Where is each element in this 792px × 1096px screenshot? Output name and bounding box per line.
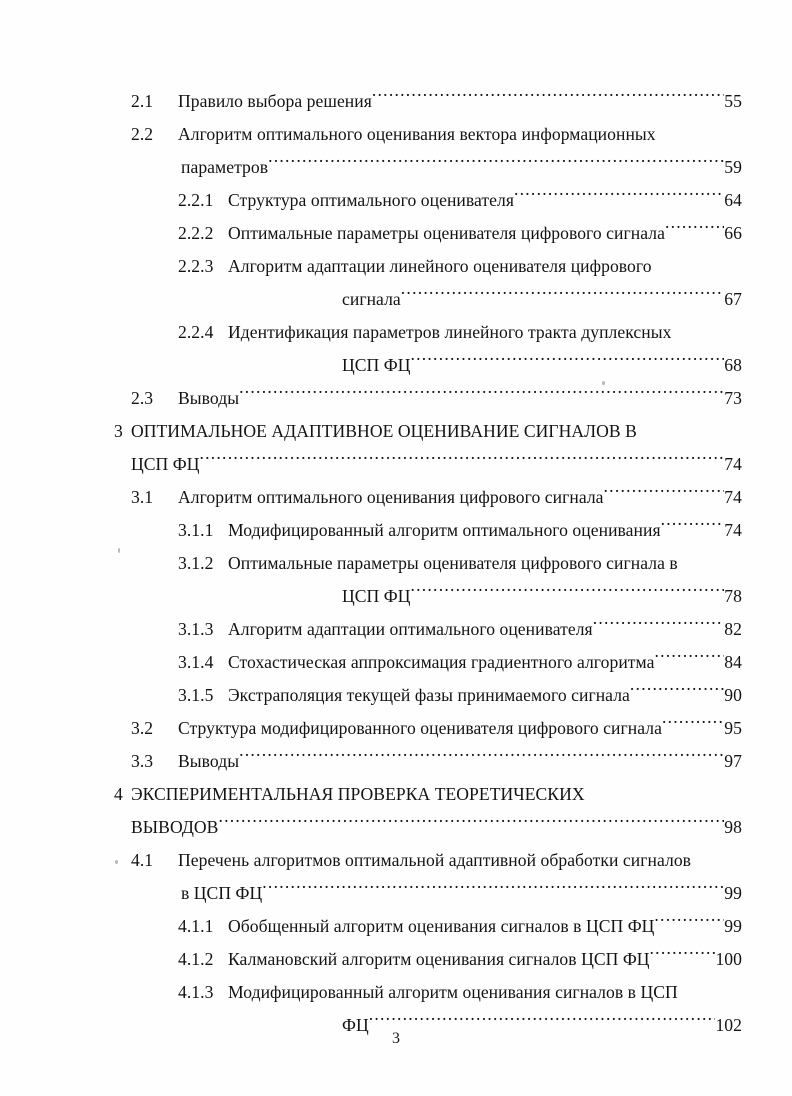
toc-entry[interactable] — [114, 547, 742, 580]
toc-entry[interactable] — [114, 514, 742, 547]
toc-entry-page-number: 66 — [724, 223, 742, 243]
toc-entry-title: Выводы — [178, 751, 240, 771]
toc-entry[interactable] — [114, 283, 742, 316]
toc-entry-page-number: 74 — [724, 487, 742, 507]
toc-entry-title: Экстраполяция текущей фазы принимаемого сигнала — [228, 685, 630, 705]
toc-entry-title: ФЦ — [342, 1015, 369, 1035]
toc-entry-page-number: 84 — [724, 652, 742, 672]
dot-leader — [372, 89, 724, 107]
toc-entry-title: Структура оптимального оценивателя — [228, 190, 514, 210]
dot-leader — [661, 518, 725, 536]
toc-entry[interactable] — [114, 580, 742, 613]
toc-entry-title: Алгоритм оптимального оценивания вектора информационных — [178, 124, 656, 144]
toc-entry[interactable] — [114, 943, 742, 976]
toc-entry-number: 2.2.2 — [178, 223, 214, 243]
toc-entry-page-number: 90 — [724, 685, 742, 705]
toc-entry-page-number: 95 — [724, 718, 742, 738]
toc-entry-page-number: 98 — [724, 817, 742, 837]
toc-entry[interactable] — [114, 910, 742, 943]
toc-entry-number: 2.2 — [131, 124, 154, 144]
toc-entry-title: Оптимальные параметры оценивателя цифрового сигнала — [228, 223, 665, 243]
toc-entry-page-number: 68 — [724, 355, 742, 375]
dot-leader — [268, 155, 724, 173]
toc-entry-number: 2.2.1 — [178, 190, 214, 210]
toc-entry-title: Алгоритм адаптации оптимального оценивателя — [228, 619, 593, 639]
toc-entry-number: 2.2.4 — [178, 322, 214, 342]
toc-entry-page-number: 59 — [724, 157, 742, 177]
toc-entry-number: 3.1.2 — [178, 553, 214, 573]
toc-entry-title: ЭКСПЕРИМЕНТАЛЬНАЯ ПРОВЕРКА ТЕОРЕТИЧЕСКИХ — [131, 784, 585, 804]
toc-entry-page-number: 82 — [724, 619, 742, 639]
dot-leader — [239, 749, 724, 767]
dot-leader — [410, 584, 724, 602]
toc-entry-page-number: 74 — [724, 454, 742, 474]
toc-entry[interactable] — [114, 976, 742, 1009]
toc-entry-page-number: 55 — [724, 91, 742, 111]
toc-entry-title: Идентификация параметров линейного тракта дуплексных — [228, 322, 672, 342]
toc-entry[interactable] — [114, 250, 742, 283]
toc-entry[interactable] — [114, 85, 742, 118]
toc-entry-number: 2.2.3 — [178, 256, 214, 276]
toc-entry-title: ЦСП ФЦ — [342, 355, 411, 375]
toc-entry[interactable] — [114, 712, 742, 745]
dot-leader — [401, 287, 725, 305]
toc-entry-page-number: 99 — [724, 916, 742, 936]
toc-entry[interactable] — [114, 481, 742, 514]
toc-entry-title: Оптимальные параметры оценивателя цифрового сигнала в — [228, 553, 678, 573]
toc-entry-title: ВЫВОДОВ — [131, 817, 219, 837]
toc-entry-title: Алгоритм адаптации линейного оценивателя цифрового — [228, 256, 652, 276]
toc-entry-title: Правило выбора решения — [178, 91, 372, 111]
toc-entry[interactable] — [114, 316, 742, 349]
toc-entry-title: в ЦСП ФЦ — [181, 883, 263, 903]
toc-entry-page-number: 102 — [715, 1015, 742, 1035]
toc-entry-number: 3.1.5 — [178, 685, 214, 705]
dot-leader — [665, 221, 724, 239]
table-of-contents — [114, 85, 742, 1042]
toc-entry[interactable] — [114, 151, 742, 184]
toc-entry-title: сигнала — [342, 289, 401, 309]
toc-entry[interactable] — [114, 613, 742, 646]
dot-leader — [369, 1013, 716, 1031]
toc-entry[interactable] — [114, 448, 742, 481]
toc-entry-number: 3.1.3 — [178, 619, 214, 639]
scan-artifact — [602, 381, 605, 385]
toc-entry-title: Модифицированный алгоритм оценивания сигналов в ЦСП — [228, 982, 678, 1002]
toc-entry[interactable] — [114, 217, 742, 250]
toc-entry-title: Алгоритм оптимального оценивания цифрового сигнала — [178, 487, 604, 507]
dot-leader — [630, 683, 724, 701]
toc-entry-title: Калмановский алгоритм оценивания сигналов ЦСП ФЦ — [228, 949, 650, 969]
toc-entry-title: ОПТИМАЛЬНОЕ АДАПТИВНОЕ ОЦЕНИВАНИЕ СИГНАЛОВ В — [131, 421, 637, 441]
toc-entry-page-number: 99 — [724, 883, 742, 903]
toc-entry[interactable] — [114, 349, 742, 382]
toc-entry-number: 3 — [114, 421, 123, 441]
toc-entry[interactable] — [114, 745, 742, 778]
toc-entry-page-number: 100 — [715, 949, 742, 969]
toc-entry[interactable] — [114, 811, 742, 844]
dot-leader — [218, 815, 724, 833]
toc-entry-number: 4.1.3 — [178, 982, 214, 1002]
toc-entry[interactable] — [114, 844, 742, 877]
toc-entry-number: 4.1 — [131, 850, 154, 870]
toc-entry-title: ЦСП ФЦ — [342, 586, 411, 606]
toc-entry-number: 4.1.2 — [178, 949, 214, 969]
toc-entry-number: 4.1.1 — [178, 916, 214, 936]
toc-entry[interactable] — [114, 877, 742, 910]
page-number-footer: 3 — [392, 1030, 400, 1047]
dot-leader — [239, 386, 724, 404]
toc-entry-number: 3.2 — [131, 718, 154, 738]
toc-entry-number: 3.1.4 — [178, 652, 214, 672]
toc-entry[interactable] — [114, 382, 742, 415]
dot-leader — [514, 188, 724, 206]
toc-entry-title: параметров — [181, 157, 269, 177]
toc-entry-page-number: 64 — [724, 190, 742, 210]
toc-entry[interactable] — [114, 118, 742, 151]
toc-entry-title: Стохастическая аппроксимация градиентного алгоритма — [228, 652, 655, 672]
toc-entry-title: Выводы — [178, 388, 240, 408]
toc-entry-title: Структура модифицированного оценивателя цифрового сигнала — [178, 718, 662, 738]
dot-leader — [593, 617, 725, 635]
toc-entry-title: Обобщенный алгоритм оценивания сигналов в ЦСП ФЦ — [228, 916, 655, 936]
toc-entry-number: 2.1 — [131, 91, 154, 111]
toc-entry[interactable] — [114, 679, 742, 712]
toc-entry[interactable] — [114, 646, 742, 679]
toc-entry-title: Перечень алгоритмов оптимальной адаптивной обработки сигналов — [178, 850, 692, 870]
dot-leader — [662, 716, 724, 734]
toc-entry-page-number: 97 — [724, 751, 742, 771]
dot-leader — [604, 485, 725, 503]
toc-entry-page-number: 67 — [724, 289, 742, 309]
toc-entry-number: 3.1 — [131, 487, 154, 507]
dot-leader — [199, 452, 724, 470]
toc-entry-number: 4 — [114, 784, 123, 804]
toc-entry-page-number: 74 — [724, 520, 742, 540]
dot-leader — [262, 881, 724, 899]
dot-leader — [410, 353, 724, 371]
scan-artifact — [118, 548, 120, 553]
scan-artifact — [115, 860, 118, 864]
toc-entry[interactable] — [114, 778, 742, 811]
toc-entry-page-number: 73 — [724, 388, 742, 408]
toc-entry-number: 3.1.1 — [178, 520, 214, 540]
toc-entry-number: 3.3 — [131, 751, 154, 771]
dot-leader — [654, 914, 724, 932]
toc-entry[interactable] — [114, 184, 742, 217]
dot-leader — [650, 947, 716, 965]
toc-entry-number: 2.3 — [131, 388, 154, 408]
dot-leader — [654, 650, 724, 668]
toc-entry-title: ЦСП ФЦ — [131, 454, 200, 474]
toc-entry-title: Модифицированный алгоритм оптимального оценивания — [228, 520, 661, 540]
toc-entry-page-number: 78 — [724, 586, 742, 606]
toc-entry[interactable] — [114, 415, 742, 448]
